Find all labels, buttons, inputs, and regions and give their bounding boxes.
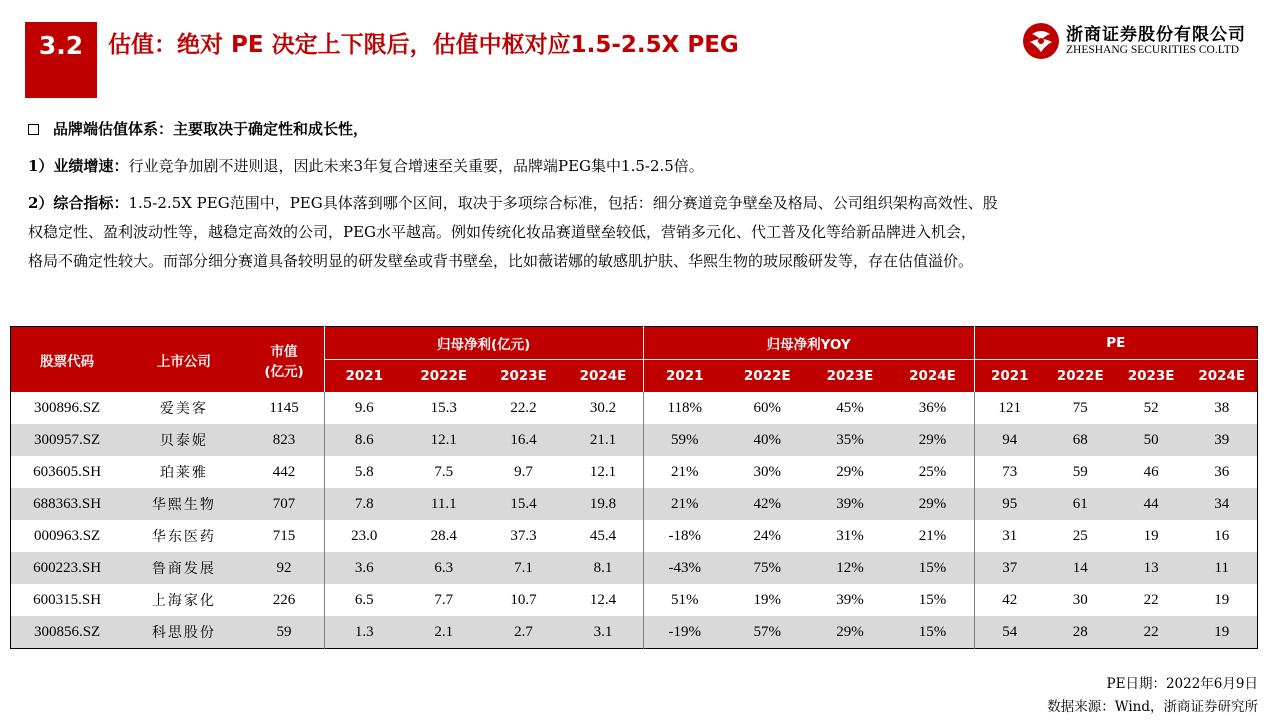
cell-net-profit: 2.7	[484, 616, 564, 649]
cell-company: 鲁商发展	[123, 552, 244, 584]
table-row	[11, 552, 1258, 584]
cell-market-cap: 226	[272, 591, 296, 608]
cell-net-profit: 23.0	[324, 520, 404, 552]
cell-stock-code: 600315.SH	[33, 591, 102, 608]
header-group-net-profit: 归母净利(亿元)	[324, 327, 643, 360]
header-market-cap-label: 市值	[270, 343, 298, 360]
cell-net-profit: 45.4	[589, 527, 617, 544]
cell-net-profit-yoy: -18%	[643, 520, 726, 552]
cell-net-profit: 6.3	[404, 552, 484, 584]
cell-net-profit: 7.8	[324, 488, 404, 520]
cell-pe: 68	[1045, 424, 1116, 456]
cell-net-profit-yoy: 36%	[918, 399, 947, 416]
cell-market-cap: 715	[272, 527, 296, 544]
header-year: 2024E	[891, 360, 974, 393]
cell-pe: 16	[1214, 527, 1230, 544]
cell-net-profit: 22.2	[510, 399, 537, 416]
cell-net-profit: 9.6	[324, 392, 404, 424]
pe-date-note: PE日期：2022年6月9日	[1106, 676, 1258, 692]
cell-pe: 11	[1187, 552, 1258, 584]
cell-market-cap: 59	[244, 616, 324, 649]
cell-net-profit-yoy: 35%	[809, 424, 892, 456]
cell-pe: 39	[1187, 424, 1258, 456]
cell-net-profit-yoy: 12%	[809, 552, 892, 584]
cell-pe: 61	[1045, 488, 1116, 520]
cell-net-profit-yoy: 30%	[753, 463, 781, 480]
cell-pe: 22	[1143, 591, 1159, 608]
cell-stock-code: 000963.SZ	[33, 527, 101, 544]
cell-net-profit-yoy: 118%	[643, 392, 726, 424]
header-stock-code: 股票代码	[11, 327, 124, 393]
cell-pe: 14	[1045, 552, 1116, 584]
cell-net-profit: 7.7	[434, 591, 454, 608]
cell-stock-code: 300896.SZ	[33, 399, 101, 416]
cell-pe: 44	[1116, 488, 1187, 520]
cell-net-profit: 16.4	[484, 424, 564, 456]
company-logo	[1022, 20, 1252, 64]
header-year: 2023E	[1116, 360, 1187, 393]
cell-pe: 28	[1045, 616, 1116, 649]
cell-stock-code: 300856.SZ	[11, 616, 124, 649]
cell-net-profit: 2.1	[404, 616, 484, 649]
cell-net-profit-yoy: 15%	[891, 616, 974, 649]
page-title: 估值：绝对 PE 决定上下限后，估值中枢对应1.5-2.5X PEG	[108, 32, 739, 58]
cell-net-profit-yoy: 25%	[918, 463, 947, 480]
cell-net-profit-yoy: 29%	[836, 463, 864, 480]
cell-net-profit-yoy: 21%	[918, 527, 947, 544]
table-row	[11, 456, 1258, 488]
cell-pe: 38	[1214, 399, 1230, 416]
cell-pe: 94	[974, 424, 1045, 456]
cell-stock-code: 688363.SH	[11, 488, 124, 520]
cell-net-profit: 9.7	[514, 463, 533, 480]
header-group-pe: PE	[974, 327, 1257, 360]
cell-net-profit: 8.1	[563, 552, 643, 584]
cell-pe: 22	[1116, 616, 1187, 649]
cell-company: 科思股份	[123, 616, 244, 649]
cell-pe: 54	[974, 616, 1045, 649]
cell-net-profit-yoy: 24%	[753, 527, 781, 544]
cell-net-profit-yoy: 15%	[918, 591, 947, 608]
cell-net-profit-yoy: 29%	[809, 616, 892, 649]
cell-pe: 75	[1072, 399, 1088, 416]
paragraph-2-text-1: 1.5-2.5X PEG范围中，PEG具体落到哪个区间，取决于多项综合标准，包括：细分赛道竞争壁垒及格局、公司组织架构高效性、股	[128, 194, 998, 212]
header-year: 2022E	[1045, 360, 1116, 393]
logo-chinese-name: 浙商证券股份有限公司	[1066, 25, 1246, 45]
paragraph-1	[28, 152, 704, 181]
cell-net-profit-yoy: 29%	[891, 424, 974, 456]
cell-pe: 25	[1072, 527, 1088, 544]
section-number-badge: 3.2	[25, 22, 97, 98]
header-year: 2021	[643, 360, 726, 393]
cell-net-profit-yoy: 39%	[836, 591, 864, 608]
cell-pe: 19	[1143, 527, 1159, 544]
paragraph-2-line-2: 权稳定性、盈利波动性等，越稳定高效的公司，PEG水平越高。例如传统化妆品赛道壁垒较低，营销多元化、代工普及化等给新品牌进入机会，	[28, 223, 977, 241]
cell-company: 华东医药	[151, 529, 216, 545]
cell-pe: 42	[974, 584, 1045, 616]
cell-net-profit-yoy: 59%	[643, 424, 726, 456]
cell-net-profit: 6.5	[324, 584, 404, 616]
cell-market-cap: 92	[244, 552, 324, 584]
cell-net-profit: 5.8	[324, 456, 404, 488]
cell-net-profit: 12.1	[589, 463, 617, 480]
cell-net-profit: 37.3	[510, 527, 537, 544]
cell-net-profit: 19.8	[563, 488, 643, 520]
cell-net-profit-yoy: 45%	[836, 399, 864, 416]
table-body	[11, 392, 1258, 649]
bullet-text: 品牌端估值体系：主要取决于确定性和成长性，	[53, 120, 369, 138]
cell-pe: 36	[1214, 463, 1230, 480]
cell-net-profit-yoy: 31%	[836, 527, 864, 544]
cell-pe: 30	[1072, 591, 1088, 608]
cell-pe: 19	[1187, 616, 1258, 649]
paragraph-2-label: 2）综合指标：	[28, 194, 129, 212]
cell-company: 华熙生物	[123, 488, 244, 520]
cell-pe: 121	[974, 392, 1045, 424]
cell-net-profit-yoy: 19%	[753, 591, 781, 608]
paragraph-1-text: 行业竞争加剧不进则退，因此未来3年复合增速至关重要，品牌端PEG集中1.5-2.5倍。	[128, 157, 704, 175]
cell-market-cap: 1145	[269, 399, 299, 416]
header-year: 2024E	[563, 360, 643, 393]
cell-net-profit: 3.1	[563, 616, 643, 649]
table-row	[11, 616, 1258, 649]
cell-company: 爱美客	[159, 401, 208, 417]
bullet-line	[28, 115, 368, 144]
cell-net-profit: 12.4	[589, 591, 617, 608]
cell-pe: 37	[974, 552, 1045, 584]
paragraph-2-line-3: 格局不确定性较大。而部分细分赛道具备较明显的研发壁垒或背书壁垒，比如薇诺娜的敏感肌护肤、华熙生物的玻尿酸研发等，存在估值溢价。	[28, 252, 974, 270]
paragraph-1-label: 1）业绩增速：	[28, 157, 129, 175]
checkbox-bullet-icon	[28, 124, 39, 135]
data-source-note: 数据来源：Wind，浙商证券研究所	[1047, 699, 1258, 715]
cell-pe: 95	[974, 488, 1045, 520]
cell-net-profit: 28.4	[430, 527, 457, 544]
cell-net-profit: 3.6	[324, 552, 404, 584]
header-company: 上市公司	[123, 327, 244, 393]
cell-stock-code: 300957.SZ	[11, 424, 124, 456]
cell-net-profit-yoy: 21%	[643, 456, 726, 488]
header-year: 2024E	[1187, 360, 1258, 393]
cell-net-profit-yoy: 60%	[753, 399, 781, 416]
cell-net-profit-yoy: 29%	[891, 488, 974, 520]
table-row	[11, 520, 1258, 552]
table-row	[11, 488, 1258, 520]
cell-pe: 19	[1214, 591, 1230, 608]
cell-market-cap: 823	[244, 424, 324, 456]
cell-pe: 50	[1116, 424, 1187, 456]
header-year: 2022E	[404, 360, 484, 393]
cell-pe: 73	[974, 456, 1045, 488]
cell-net-profit-yoy: 15%	[891, 552, 974, 584]
logo-english-name: ZHESHANG SECURITIES CO.LTD	[1066, 44, 1240, 56]
cell-pe: 46	[1143, 463, 1159, 480]
cell-net-profit: 15.4	[484, 488, 564, 520]
cell-net-profit-yoy: 75%	[726, 552, 809, 584]
header-market-cap	[244, 327, 324, 393]
cell-market-cap: 707	[244, 488, 324, 520]
zheshang-logo-icon	[1022, 22, 1060, 60]
cell-net-profit: 11.1	[404, 488, 484, 520]
header-group-net-profit-yoy: 归母净利YOY	[643, 327, 974, 360]
cell-net-profit-yoy: -19%	[643, 616, 726, 649]
cell-pe: 34	[1187, 488, 1258, 520]
cell-net-profit: 8.6	[324, 424, 404, 456]
cell-pe: 59	[1072, 463, 1088, 480]
cell-net-profit-yoy: 39%	[809, 488, 892, 520]
valuation-table	[10, 326, 1258, 649]
cell-net-profit: 1.3	[324, 616, 404, 649]
header-year: 2023E	[484, 360, 564, 393]
cell-pe: 52	[1143, 399, 1159, 416]
cell-net-profit: 10.7	[510, 591, 537, 608]
cell-company: 珀莱雅	[159, 465, 208, 481]
header-year: 2023E	[809, 360, 892, 393]
cell-stock-code: 603605.SH	[33, 463, 102, 480]
cell-net-profit-yoy: 21%	[643, 488, 726, 520]
cell-company: 上海家化	[151, 593, 216, 609]
cell-net-profit: 7.5	[434, 463, 454, 480]
cell-net-profit: 15.3	[430, 399, 457, 416]
paragraph-2-line-1	[28, 189, 998, 218]
header-year: 2021	[324, 360, 404, 393]
cell-net-profit: 12.1	[404, 424, 484, 456]
cell-net-profit: 21.1	[563, 424, 643, 456]
cell-net-profit: 7.1	[484, 552, 564, 584]
cell-net-profit-yoy: 42%	[726, 488, 809, 520]
header-year: 2021	[974, 360, 1045, 393]
table-row	[11, 584, 1258, 616]
cell-pe: 13	[1116, 552, 1187, 584]
header-year: 2022E	[726, 360, 809, 393]
cell-net-profit-yoy: 40%	[726, 424, 809, 456]
table-row	[11, 424, 1258, 456]
cell-company: 贝泰妮	[123, 424, 244, 456]
table-row	[11, 392, 1258, 424]
cell-market-cap: 442	[272, 463, 296, 480]
cell-net-profit-yoy: 57%	[726, 616, 809, 649]
header-market-cap-unit: (亿元)	[264, 363, 304, 380]
cell-pe: 31	[974, 520, 1045, 552]
cell-net-profit-yoy: -43%	[643, 552, 726, 584]
cell-net-profit-yoy: 51%	[643, 584, 726, 616]
cell-stock-code: 600223.SH	[11, 552, 124, 584]
cell-net-profit: 30.2	[589, 399, 617, 416]
